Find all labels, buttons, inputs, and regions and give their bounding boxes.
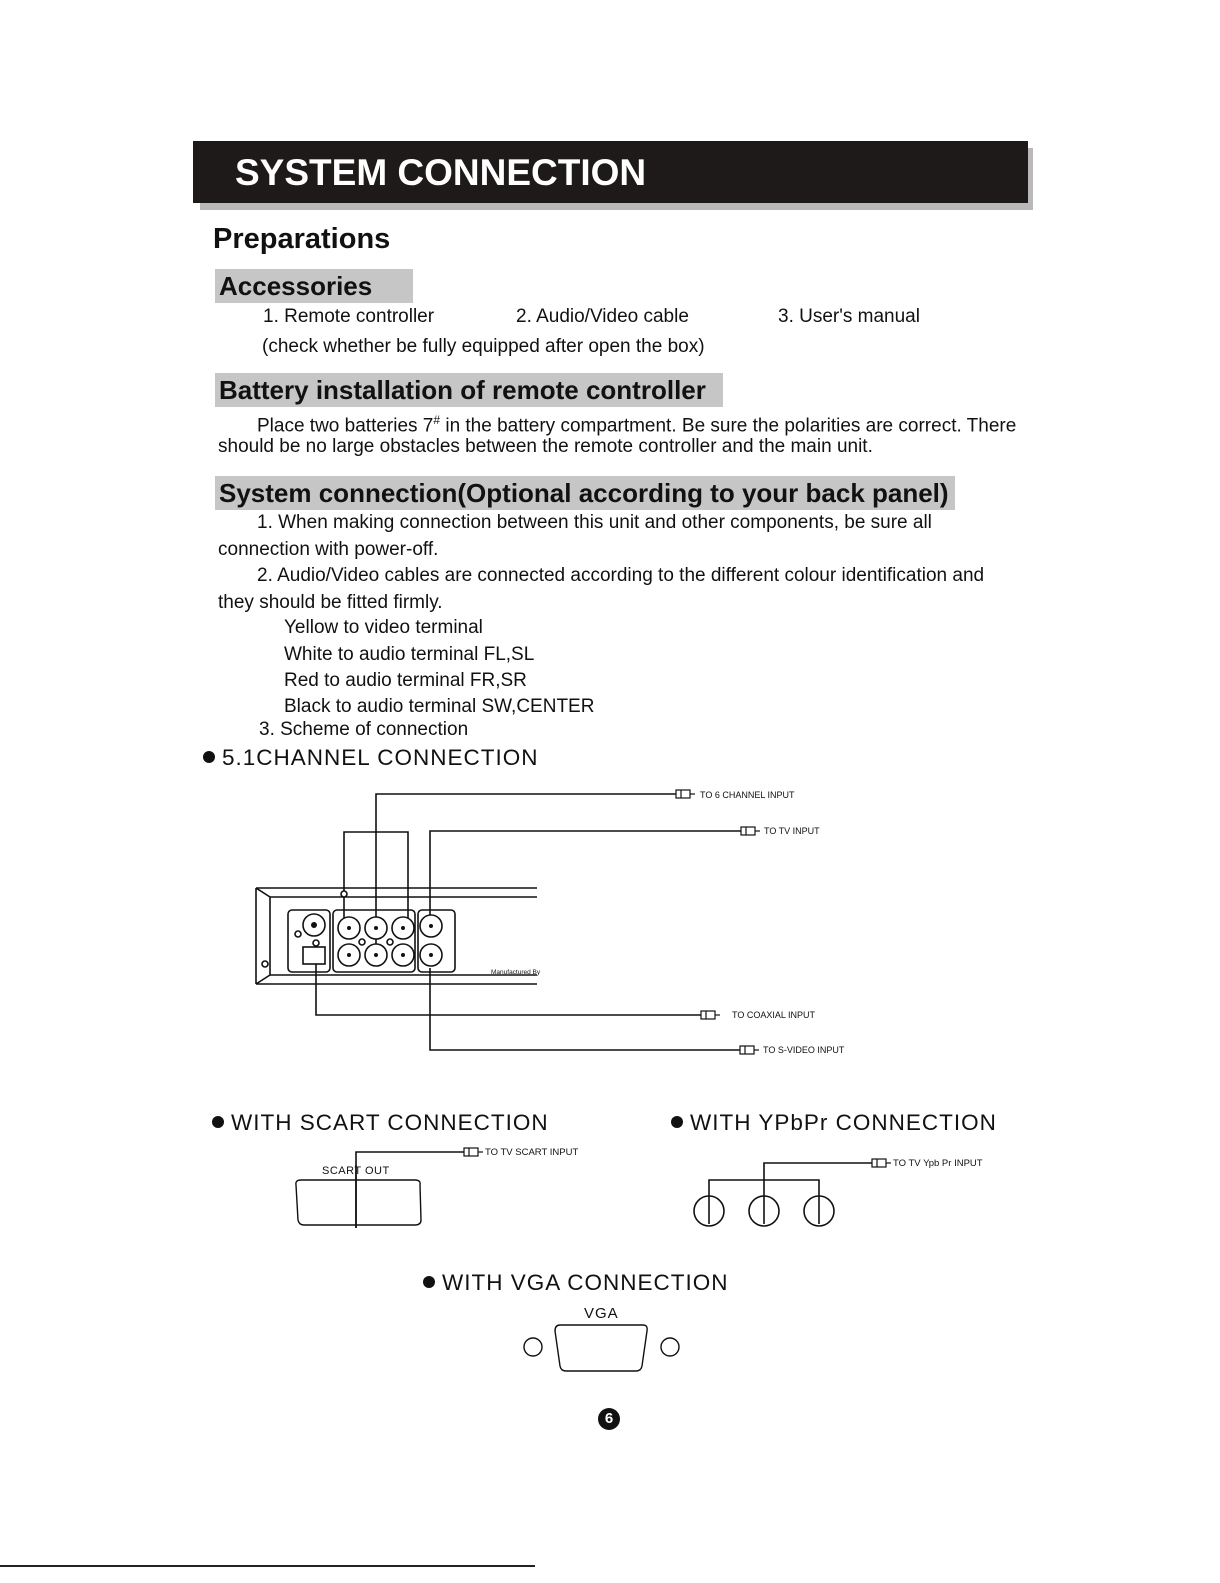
system-p1-line2: connection with power-off. xyxy=(218,539,439,560)
bullet-dot xyxy=(671,1116,683,1128)
scart-heading-text: WITH SCART CONNECTION xyxy=(231,1110,549,1135)
color-rule-yellow: Yellow to video terminal xyxy=(284,617,483,638)
label-six-channel: TO 6 CHANNEL INPUT xyxy=(700,790,795,800)
battery-paragraph-line2: should be no large obstacles between the remote controller and the main unit. xyxy=(218,436,873,457)
accessory-item-manual: 3. User's manual xyxy=(778,306,920,327)
bottom-rule xyxy=(0,1565,535,1567)
label-svideo: TO S-VIDEO INPUT xyxy=(763,1045,845,1055)
label-scart-out: SCART OUT xyxy=(322,1165,390,1177)
label-vga: VGA xyxy=(584,1305,619,1322)
label-manufactured: Manufactured By xyxy=(491,969,541,976)
plug-coaxial xyxy=(701,1011,715,1019)
color-rule-white: White to audio terminal FL,SL xyxy=(284,644,535,665)
ypbpr-heading xyxy=(671,1110,997,1136)
label-ypbpr-input: TO TV Ypb Pr INPUT xyxy=(893,1158,983,1169)
accessory-item-remote: 1. Remote controller xyxy=(263,306,435,327)
vga-screw-right xyxy=(661,1338,679,1356)
plug-ypbpr xyxy=(872,1159,886,1167)
page-title: SYSTEM CONNECTION xyxy=(235,152,647,193)
vga-screw-left xyxy=(524,1338,542,1356)
bullet-dot xyxy=(423,1276,435,1288)
plug-svideo xyxy=(740,1046,754,1054)
cable-scart xyxy=(356,1152,464,1228)
plug-scart xyxy=(464,1148,478,1156)
system-p1-line1: 1. When making connection between this unit and other components, be sure all xyxy=(257,512,932,533)
channel-connection-heading-text: 5.1CHANNEL CONNECTION xyxy=(222,745,539,770)
scart-heading xyxy=(212,1110,549,1136)
system-p2-line1: 2. Audio/Video cables are connected according to the different colour identification and xyxy=(257,565,985,586)
label-tv-input: TO TV INPUT xyxy=(764,826,820,836)
battery-text-a: Place two batteries 7 xyxy=(257,415,434,437)
bullet-dot xyxy=(212,1116,224,1128)
system-connection-heading: System connection(Optional according to your back panel) xyxy=(215,476,955,510)
color-rule-black: Black to audio terminal SW,CENTER xyxy=(284,696,595,717)
battery-text-b: in the battery compartment. Be sure the polarities are correct. There xyxy=(440,415,1017,437)
cable-tv xyxy=(430,831,741,925)
system-p3: 3. Scheme of connection xyxy=(259,719,469,740)
plug-tv xyxy=(741,827,755,835)
page-number: 6 xyxy=(598,1408,620,1430)
vga-heading-text: WITH VGA CONNECTION xyxy=(442,1270,729,1295)
label-coaxial: TO COAXIAL INPUT xyxy=(732,1010,816,1020)
battery-heading: Battery installation of remote controller xyxy=(215,373,723,407)
label-scart-input: TO TV SCART INPUT xyxy=(485,1147,579,1158)
plug-6ch xyxy=(676,790,690,798)
cable-svideo xyxy=(430,968,740,1050)
accessories-note: (check whether be fully equipped after open the box) xyxy=(262,336,705,357)
system-p2-line2: they should be fitted firmly. xyxy=(218,592,443,613)
ypbpr-heading-text: WITH YPbPr CONNECTION xyxy=(690,1110,997,1135)
preparations-heading: Preparations xyxy=(213,223,391,255)
vga-connector xyxy=(555,1325,647,1371)
battery-superscript: # xyxy=(433,413,441,427)
vga-heading xyxy=(423,1270,729,1296)
accessory-item-cable: 2. Audio/Video cable xyxy=(516,306,689,327)
accessories-heading: Accessories xyxy=(215,269,413,303)
color-rule-red: Red to audio terminal FR,SR xyxy=(284,670,527,691)
ypbpr-cables xyxy=(694,1163,872,1226)
scart-connector xyxy=(296,1180,421,1225)
